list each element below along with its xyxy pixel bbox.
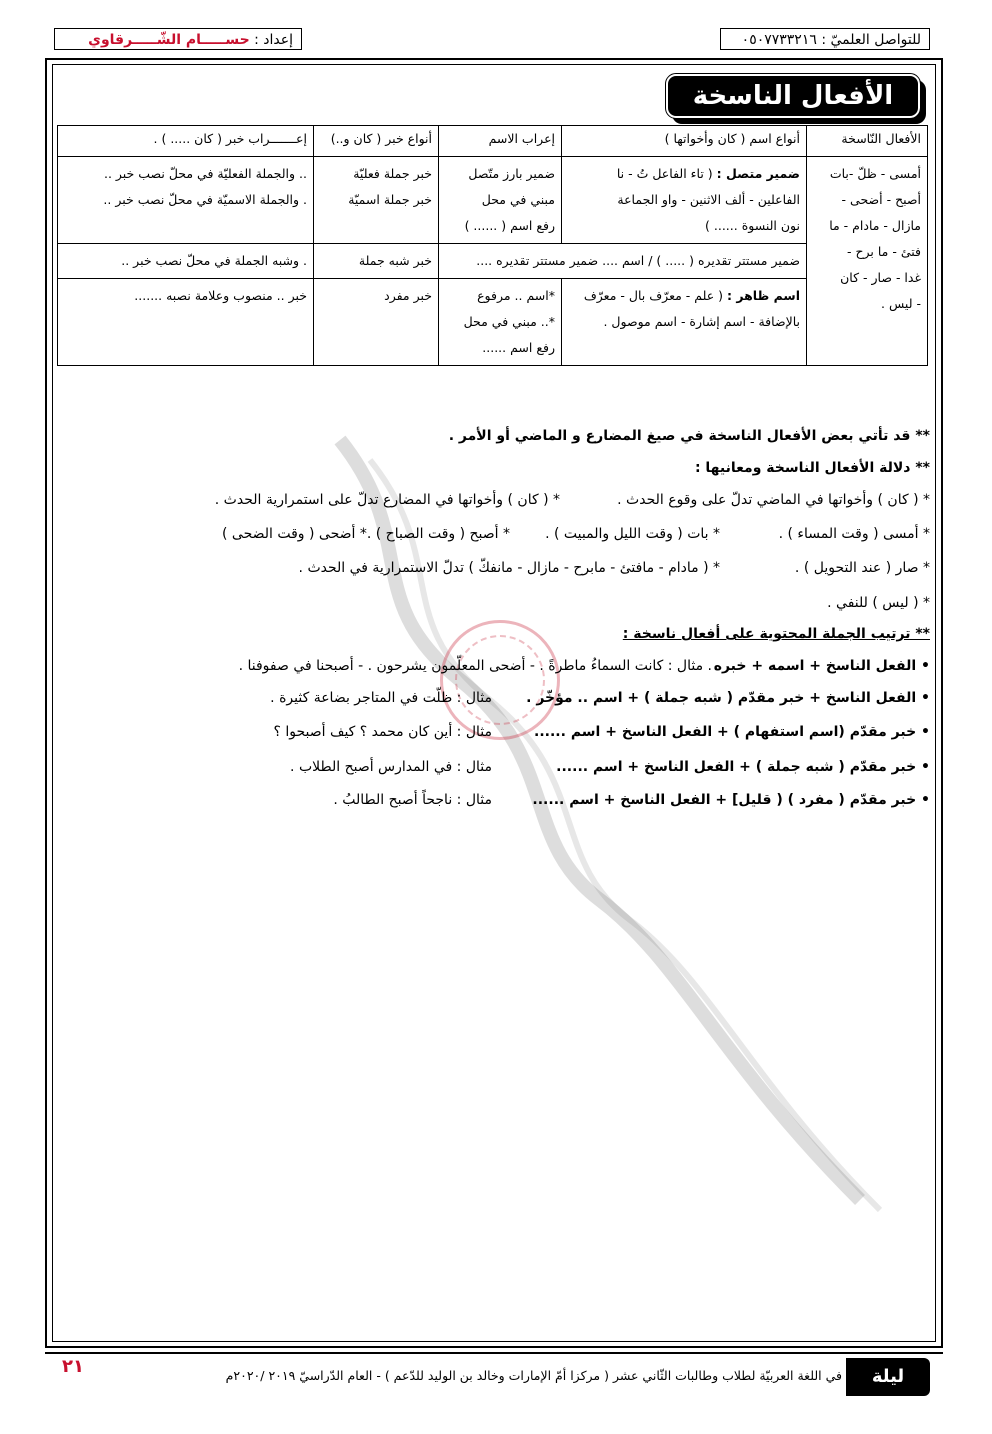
noun-type-text: الفاعلين - ألف الاثنين - واو الجماعة — [617, 192, 800, 207]
noun-irab-text: مبني في محل — [481, 192, 555, 207]
col-header-noun-irab: إعراب الاسم — [439, 126, 562, 157]
order-pattern: • الفعل الناسخ + اسمه + خبره — [713, 658, 930, 674]
page-title: الأفعال الناسخة — [666, 74, 920, 118]
order-row — [50, 654, 930, 678]
noun-irab-text: *.. مبني في محل — [463, 314, 555, 329]
footer-logo: ليلة الامتحان — [846, 1358, 930, 1396]
order-example: مثال : ظلّت في المتاجر بضاعة كثيرة . — [270, 690, 492, 706]
order-example: مثال : في المدارس أصبح الطلاب . — [290, 759, 492, 775]
noun-type-text: ( علم - معرّف بال - معرّف — [583, 288, 727, 303]
noun-irab-text: رفع اسم ...... — [482, 340, 555, 355]
verbs-line: فتئ - ما برح - — [846, 244, 921, 259]
khabar-type-cell: خبر مفرد — [314, 279, 439, 366]
order-example: . مثال : كانت السماءُ ماطرةً . - أضحى المعلّمون يشرحون . - أصبحنا في صفوفنا . — [238, 658, 712, 674]
col-header-verbs: الأفعال النّاسخة — [807, 126, 928, 157]
noun-irab-text: ضمير بارز متّصل — [468, 166, 555, 181]
grammar-table — [57, 125, 928, 366]
meaning-text: * ( ليس ) للنفي . — [827, 595, 930, 611]
footer-divider — [45, 1352, 943, 1354]
verbs-line: - ليس . — [881, 296, 921, 311]
order-pattern: • الفعل الناسخ + خبر مقدّم ( شبه جملة ) + اسم .. مؤخّر . — [526, 690, 930, 706]
khabar-irab-cell: خبر .. منصوب وعلامة نصبه ....... — [58, 279, 314, 366]
meaning-text: * بات ( وقت الليل والمبيت ) . — [545, 526, 720, 542]
meaning-text: * ( كان ) وأخواتها في المضارع تدلّ على استمرارية الحدث . — [214, 492, 560, 508]
order-row — [50, 686, 930, 710]
author-name: حســـــام الشّـــــرقاوي — [88, 32, 250, 48]
khabar-irab-text: . والجملة الاسميّة في محلّ نصب خبر .. — [103, 192, 307, 207]
table-header-row — [58, 126, 928, 157]
col-header-noun-types: أنواع اسم ( كان وأخواتها ) — [562, 126, 807, 157]
noun-irab-text: *اسم .. مرفوع — [477, 288, 555, 303]
noun-irab-cell — [439, 279, 562, 366]
forms-note: ** قد تأتي بعض الأفعال الناسخة في صيغ المضارع و الماضي أو الأمر . — [448, 428, 930, 444]
khabar-type-cell — [314, 157, 439, 244]
khabar-irab-text: .. والجملة الفعليّة في محلّ نصب خبر .. — [103, 166, 307, 181]
meaning-text: * أصبح ( وقت الصباح ) .* أضحى ( وقت الضحى ) — [222, 526, 510, 542]
noun-type-text: ( تاء الفاعل تُ - نا — [616, 166, 717, 181]
col-header-khabar-irab: إعـــــــراب خبر ( كان ..... ) . — [58, 126, 314, 157]
noun-type-text: نون النسوة ...... ) — [705, 218, 800, 233]
author-box — [54, 28, 302, 50]
meaning-text: * صار ( عند التحويل ) . — [794, 560, 930, 576]
khabar-type-text: خبر جملة فعليّة — [353, 166, 432, 181]
noun-type-text: بالإضافة - اسم إشارة - اسم موصول . — [603, 314, 800, 329]
noun-type-cell — [562, 279, 807, 366]
order-title: ** ترتيب الجملة المحتوية على أفعال ناسخة : — [622, 626, 930, 642]
meaning-text: * ( كان ) وأخواتها في الماضي تدلّ على وقوع الحدث . — [617, 492, 930, 508]
noun-type-keyword: اسم ظاهر : — [727, 288, 800, 303]
order-row — [50, 720, 930, 744]
order-pattern: • خبر مقدّم ( مفرد ) ( قليل] + الفعل الناسخ + اسم ...... — [532, 792, 930, 808]
verbs-line: أمسى - ظلّ -بات — [829, 166, 921, 181]
col-header-khabar-types: أنواع خبر ( كان و..) — [314, 126, 439, 157]
noun-type-cell — [562, 157, 807, 244]
footer-text: في اللغة العربيّة لطلاب وطالبات الثّاني عشر ( مركزا أمّ الإمارات وخالد بن الوليد للدّعم ) - العام الدّراسيّ ٢٠١٩ /٢٠٢٠م — [225, 1368, 842, 1383]
order-row — [50, 788, 930, 812]
meaning-text: * ( مادام - مافتئ - مابرح - مازال - مانفكّ ) تدلّ الاستمرارية في الحدث . — [298, 560, 720, 576]
meaning-row — [50, 556, 930, 580]
verbs-line: غدا - صار - كان — [840, 270, 921, 285]
khabar-type-text: خبر جملة اسميّة — [348, 192, 432, 207]
order-example: مثال : ناجحاً أصبح الطالبُ . — [333, 792, 492, 808]
verbs-cell — [807, 157, 928, 366]
meaning-row — [50, 522, 930, 546]
noun-irab-text: رفع اسم ( ...... ) — [464, 218, 555, 233]
order-example: مثال : أين كان محمد ؟ كيف أصبحوا ؟ — [273, 724, 492, 740]
title-badge — [666, 74, 920, 118]
noun-type-keyword: ضمير متصل : — [716, 166, 800, 181]
author-label: إعداد : — [249, 32, 293, 48]
order-pattern: • خبر مقدّم ( شبه جملة ) + الفعل الناسخ + اسم ...... — [556, 759, 930, 775]
order-row — [50, 755, 930, 779]
page-number: ٢١ — [62, 1356, 84, 1377]
contact-text: للتواصل العلميّ : ٠٥٠٧٧٣٣٢١٦ — [741, 32, 921, 48]
khabar-irab-cell — [58, 157, 314, 244]
table-row — [58, 279, 928, 366]
meaning-text: * أمسى ( وقت المساء ) . — [778, 526, 930, 542]
meanings-title: ** دلالة الأفعال الناسخة ومعانيها : — [694, 460, 930, 476]
table-row — [58, 244, 928, 279]
meaning-row — [50, 488, 930, 512]
khabar-type-cell: خبر شبه جملة — [314, 244, 439, 279]
verbs-line: أصبح - أضحى - — [841, 192, 921, 207]
noun-type-cell: ضمير مستتر تقديره ( ..... ) / اسم .... ضمير مستتر تقديره .... — [439, 244, 807, 279]
table-row — [58, 157, 928, 244]
order-pattern: • خبر مقدّم (اسم استفهام ) + الفعل الناسخ + اسم ...... — [534, 724, 930, 740]
contact-box — [720, 28, 930, 50]
khabar-irab-cell: . وشبه الجملة في محلّ نصب خبر .. — [58, 244, 314, 279]
verbs-line: مازال - مادام - ما — [829, 218, 921, 233]
noun-irab-cell — [439, 157, 562, 244]
